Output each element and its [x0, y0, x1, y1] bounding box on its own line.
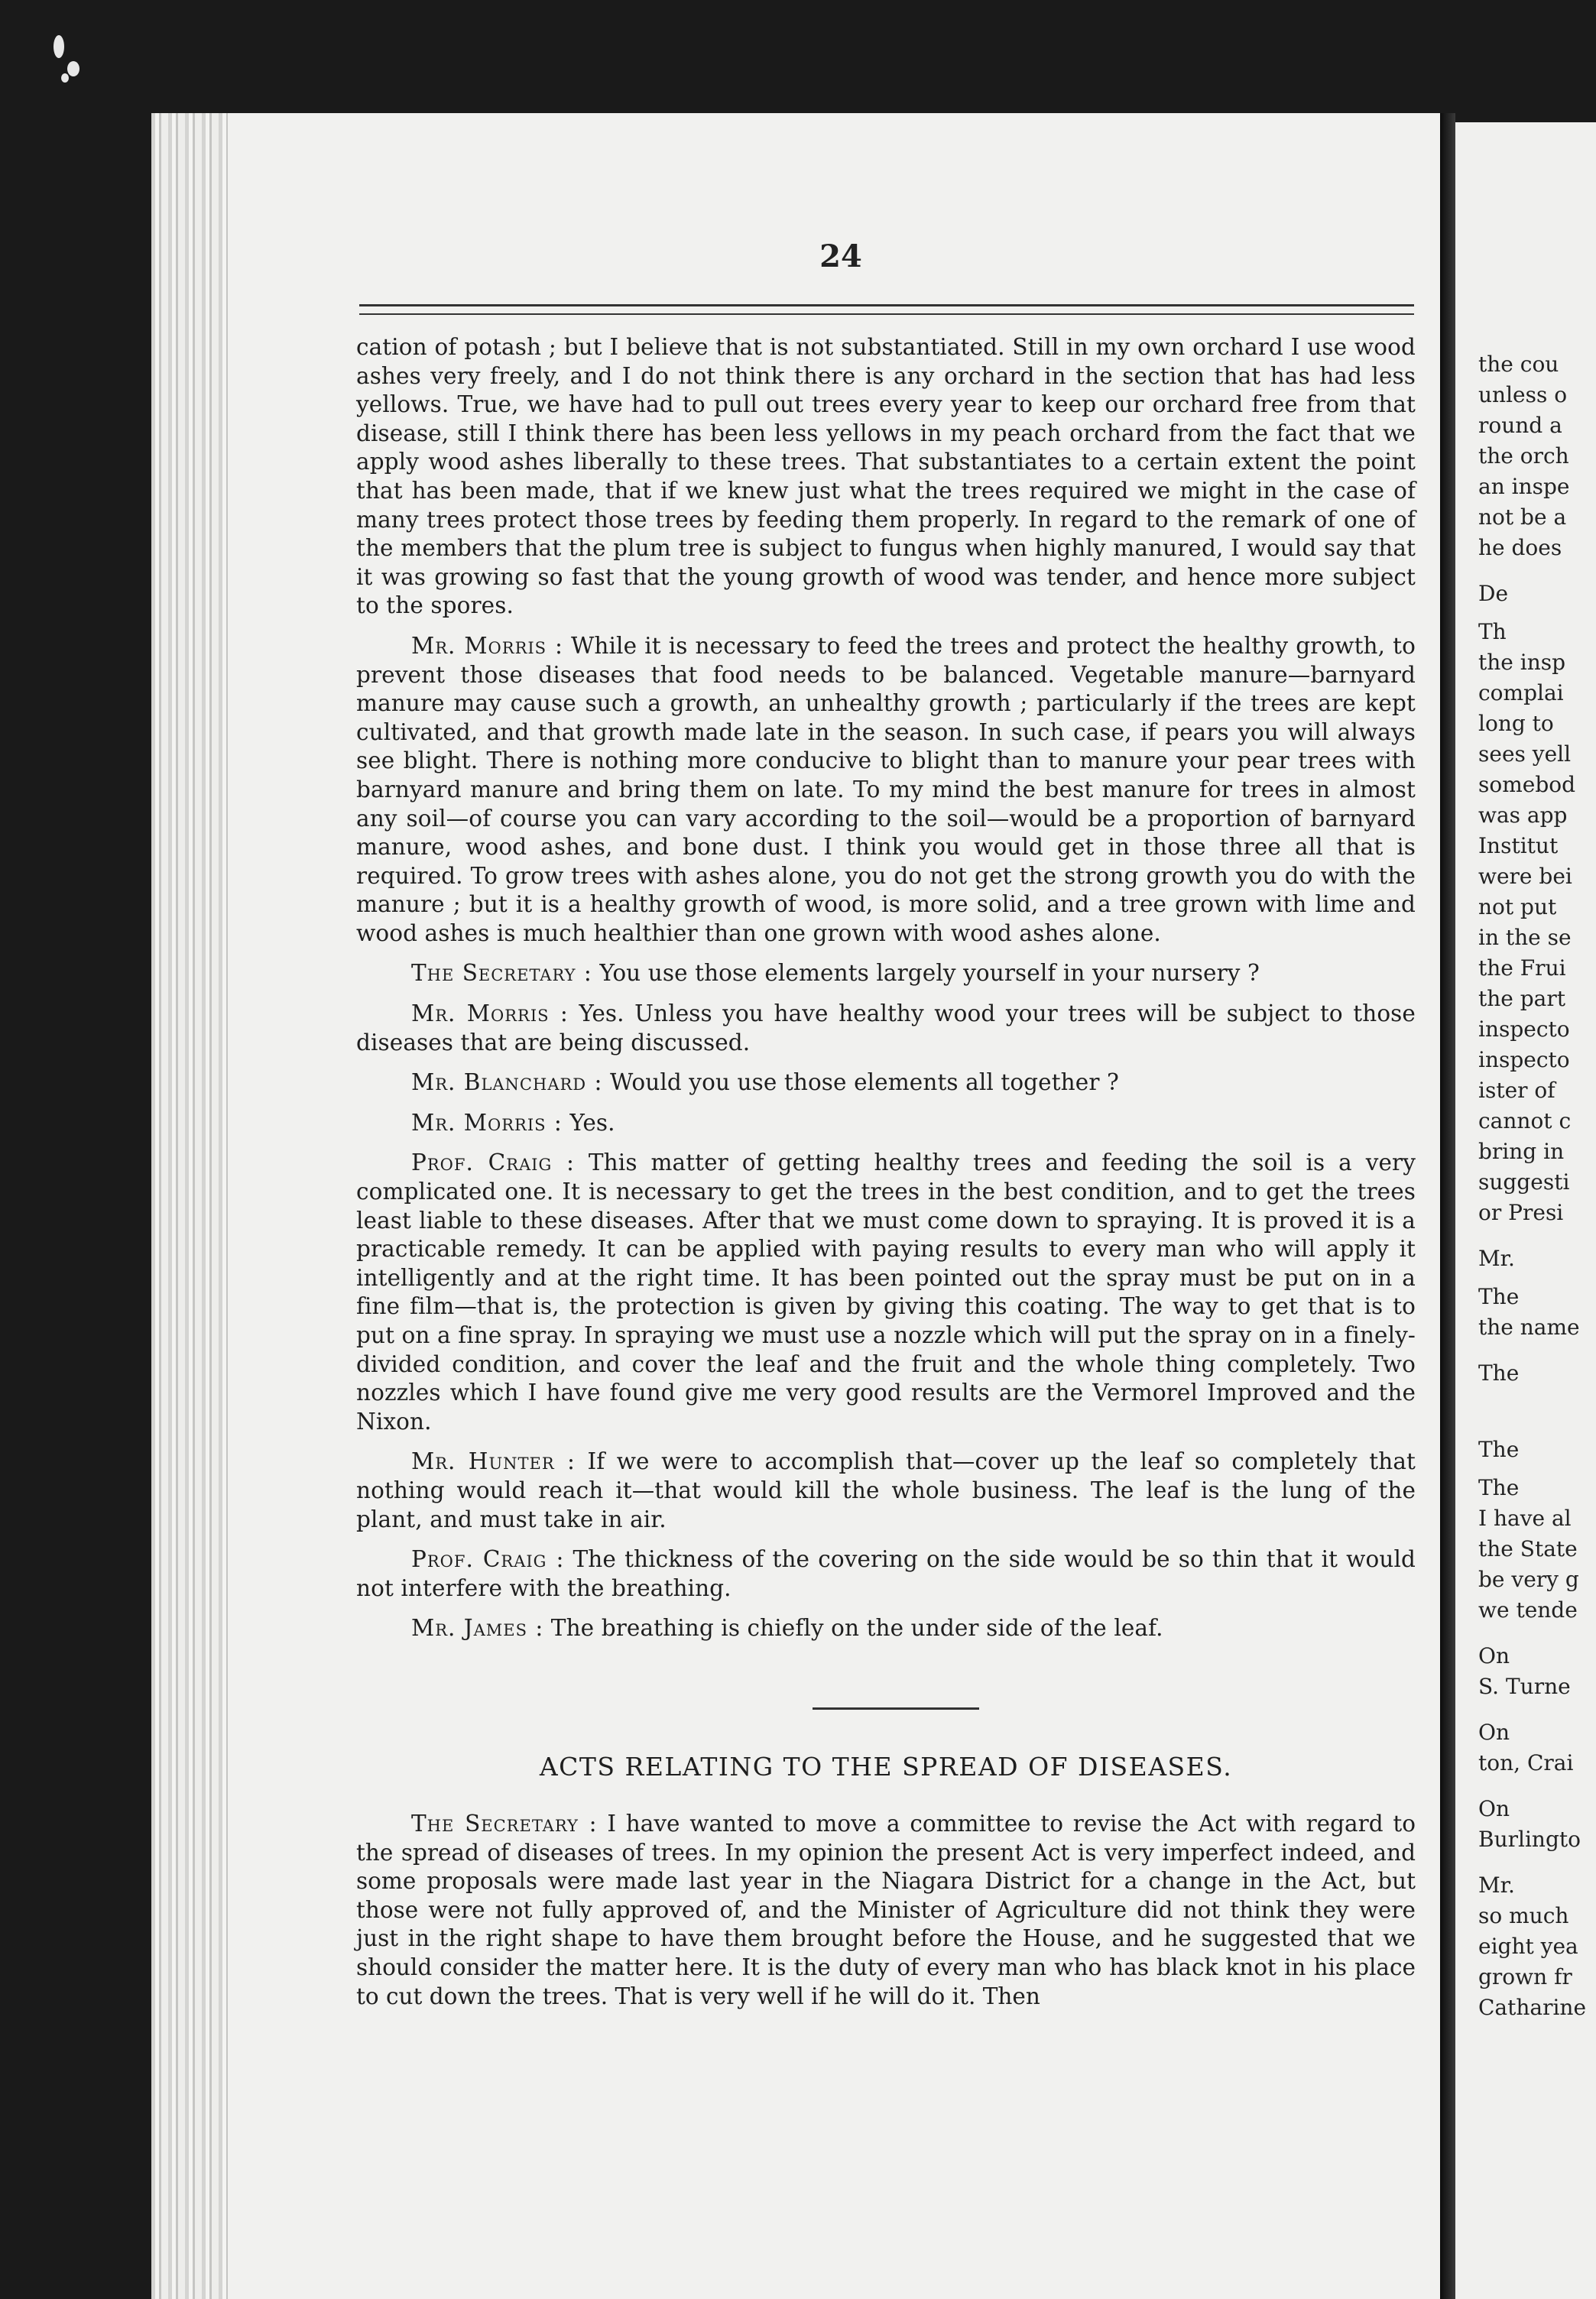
adjacent-page-line: long to [1478, 711, 1554, 736]
page-number: 24 [819, 238, 862, 274]
adjacent-page-line: not be a [1478, 504, 1567, 530]
adjacent-page-line: The [1478, 1437, 1520, 1462]
paragraph [356, 1149, 1416, 1436]
speaker-name: Mr. Morris : [411, 632, 563, 659]
adjacent-page-line: inspecto [1478, 1017, 1570, 1042]
adjacent-page-line: Th [1478, 619, 1507, 644]
paragraph-text: I have wanted to move a committee to revise the Act with regard to the spread of diseases of trees. In my opinion the present Act is very imperfect indeed, and some proposals were made last year in the Niagara District for a change in the Act, but those were not fully approved of, and the Minister of Agriculture did not think they were just in the right shape to have them brought before the House, and he suggested that we should consider the matter here. It is the duty of every man who has black knot in his place to cut down the trees. That is very well if he will do it. Then [356, 1811, 1416, 2009]
adjacent-page-line: The [1478, 1284, 1520, 1309]
speaker-name: Mr. Morris : [411, 1109, 563, 1136]
adjacent-page-line: so much [1478, 1903, 1569, 1928]
dust-speck [61, 73, 69, 83]
adjacent-page-line: ton, Crai [1478, 1750, 1574, 1775]
adjacent-page-line: I have al [1478, 1506, 1572, 1531]
adjacent-page-line: was app [1478, 803, 1568, 828]
adjacent-page-line: cannot c [1478, 1108, 1572, 1133]
adjacent-page-line: were bei [1478, 864, 1572, 889]
speaker-name: Mr. Hunter : [411, 1448, 576, 1475]
adjacent-page-line: he does [1478, 535, 1562, 560]
speaker-name: The Secretary : [411, 960, 592, 987]
paragraph-text: Yes. Unless you have healthy wood your trees will be subject to those diseases that are being discussed. [356, 1000, 1416, 1055]
adjacent-page-line: sees yell [1478, 741, 1572, 767]
paragraph [356, 1000, 1416, 1057]
paragraph [356, 1068, 1416, 1098]
adjacent-page-line: we tende [1478, 1597, 1578, 1623]
adjacent-page-line: the insp [1478, 650, 1566, 675]
adjacent-page-line: The [1478, 1360, 1520, 1386]
adjacent-page-line: the cou [1478, 352, 1559, 377]
paragraph [356, 1614, 1416, 1643]
paragraph [356, 632, 1416, 948]
speaker-name: Prof. Craig : [411, 1150, 575, 1176]
paragraph [356, 1810, 1416, 2011]
adjacent-page-line: Mr. [1478, 1873, 1515, 1898]
paragraph-text: You use those elements largely yourself in your nursery ? [599, 960, 1260, 987]
paragraph [356, 1109, 1416, 1138]
paragraph-text: The breathing is chiefly on the under side of the leaf. [550, 1615, 1163, 1642]
adjacent-page-line: On [1478, 1720, 1510, 1745]
body-text [356, 333, 1416, 1655]
section-divider [813, 1707, 979, 1710]
adjacent-page-line: the orch [1478, 443, 1569, 469]
adjacent-page-line: somebod [1478, 772, 1576, 797]
paragraph-text: Would you use those elements all together ? [609, 1069, 1119, 1096]
adjacent-page-line: Institut [1478, 833, 1559, 858]
paragraph [356, 959, 1416, 988]
adjacent-page-line: not put [1478, 894, 1557, 919]
adjacent-page-line: the part [1478, 986, 1566, 1011]
adjacent-page-line: eight yea [1478, 1934, 1578, 1959]
section-heading: ACTS RELATING TO THE SPREAD OF DISEASES. [539, 1752, 1233, 1782]
adjacent-page-line: or Presi [1478, 1200, 1564, 1225]
paragraph-text: While it is necessary to feed the trees and protect the healthy growth, to prevent those diseases that food needs to be balanced. Vegetable manure—barnyard manure may cause such a growth, an unhealthy growth ; particularly if the trees are kept cultivated, and that growth made late in the season. In such case, if pears you will always see blight. There is nothing more conducive to blight than to manure your pear trees with barnyard manure and bring them on late. To my mind the best manure for trees in almost any soil—of course you can vary according to the soil—would be a proportion of barnyard manure, wood ashes, and bone dust. I think you would get in those three all that is required. To grow trees with ashes alone, you do not get the strong growth you do with the manure ; but it is a healthy growth of wood, is more solid, and a tree grown with lime and wood ashes is much healthier than one grown with wood ashes alone. [356, 632, 1416, 946]
page-gutter [1440, 113, 1455, 2299]
speaker-name: Mr. Blanchard : [411, 1069, 603, 1096]
paragraph [356, 333, 1416, 621]
adjacent-page-line: round a [1478, 413, 1562, 438]
adjacent-page-line: complai [1478, 680, 1564, 705]
adjacent-page-line: an inspe [1478, 474, 1570, 499]
adjacent-page-line: be very g [1478, 1567, 1579, 1592]
adjacent-page-line: grown fr [1478, 1964, 1572, 1989]
adjacent-page-line: inspecto [1478, 1047, 1570, 1072]
paragraph [356, 1545, 1416, 1603]
paragraph-text: This matter of getting healthy trees and feeding the soil is a very complicated one. It is necessary to get the trees in the best condition, and to get the trees least liable to these diseases. After that we must come down to spraying. It is proved it is a practicable remedy. It can be applied with paying results to every man who will apply it intelligently and at the right time. It has been pointed out the spray must be put on in a fine film—that is, the protection is given by giving this coating. The way to get that is to put on a fine spray. In spraying we must use a nozzle which will put the spray on in a finely-divided condition, and cover the leaf and the fruit and the whole thing completely. Two nozzles which I have found give me very good results are the Vermorel Improved and the Nixon. [356, 1150, 1416, 1435]
dust-speck [54, 35, 64, 58]
adjacent-page [1455, 122, 1596, 2299]
adjacent-page-line: Catharine [1478, 1995, 1587, 2020]
adjacent-page-line: unless o [1478, 382, 1568, 407]
speaker-name: The Secretary : [411, 1811, 598, 1837]
speaker-name: Mr. James : [411, 1615, 544, 1642]
paragraph-text: If we were to accomplish that—cover up the leaf so completely that nothing would reach it—that would kill the whole business. The leaf is the lung of the plant, and must take in air. [356, 1448, 1416, 1532]
adjacent-page-line: the name [1478, 1315, 1580, 1340]
adjacent-page-line: Burlingto [1478, 1827, 1581, 1852]
adjacent-page-line: in the se [1478, 925, 1572, 950]
paragraph [356, 1448, 1416, 1534]
paragraph-text: cation of potash ; but I believe that is not substantiated. Still in my own orchard I use wood ashes very freely, and I do not think there is any orchard in the section that has had less yellows. True, we have had to pull out trees every year to keep our orchard free from that disease, still I think there has been less yellows in my peach orchard from the fact that we apply wood ashes liberally to these trees. That substantiates to a certain extent the point that has been made, that if we knew just what the trees required we might in the case of many trees protect those trees by feeding them properly. In regard to the remark of one of the members that the plum tree is subject to fungus when highly manured, I would say that it was growing so fast that the young growth of wood was tender, and hence more subject to the spores. [356, 334, 1416, 619]
adjacent-page-line: On [1478, 1796, 1510, 1821]
paragraph-text: The thickness of the covering on the side would be so thin that it would not interfere with the breathing. [356, 1546, 1416, 1601]
paragraph-text: Yes. [569, 1109, 615, 1136]
section-body-text [356, 1810, 1416, 2011]
dust-speck [67, 61, 79, 76]
adjacent-page-line: the Frui [1478, 955, 1566, 981]
adjacent-page-line: bring in [1478, 1139, 1565, 1164]
adjacent-page-line: the State [1478, 1536, 1578, 1561]
adjacent-page-line: ister of [1478, 1078, 1555, 1103]
adjacent-page-line: The [1478, 1475, 1520, 1500]
adjacent-page-line: S. Turne [1478, 1674, 1571, 1699]
adjacent-page-line: Mr. [1478, 1246, 1515, 1271]
page-binding-edge [151, 113, 228, 2299]
speaker-name: Prof. Craig : [411, 1546, 565, 1573]
adjacent-page-line: De [1478, 581, 1509, 606]
header-rule [359, 313, 1414, 315]
adjacent-page-line: suggesti [1478, 1169, 1570, 1195]
adjacent-page-line: On [1478, 1643, 1510, 1668]
header-rule [359, 304, 1414, 306]
speaker-name: Mr. Morris : [411, 1000, 569, 1027]
